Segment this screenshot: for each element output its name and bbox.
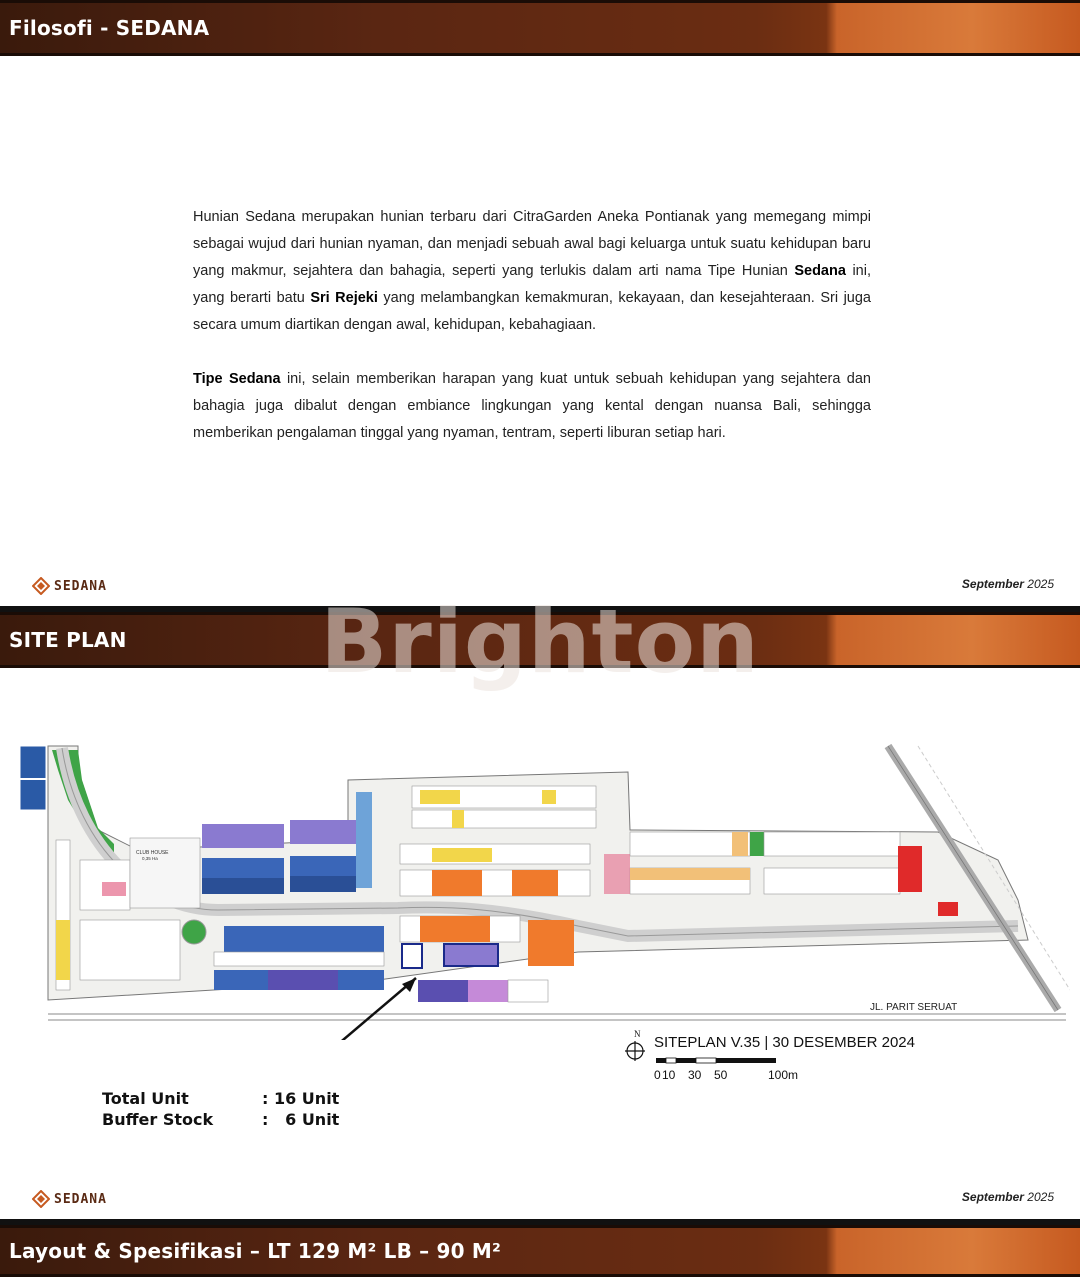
philosophy-paragraph-2: Tipe Sedana ini, selain memberikan harapan yang kuat untuk sebuah kehidupan yang sejahtera dan bahagia juga dibalut dengan embiance lingkungan yang kental dengan nuansa Bali, sehingga memberikan pengalaman tinggal yang nyaman, tentram, seperti liburan setiap hari. [193,371,872,441]
page-title: Layout & Spesifikasi – LT 129 M² LB – 90 M² [9,1239,501,1263]
scale-label-10: 10 [662,1068,676,1082]
road-label: JL. PARIT SERUAT [870,1002,958,1013]
page-title: SITE PLAN [9,628,127,652]
scale-label-50: 50 [714,1068,728,1082]
page-title: Filosofi - SEDANA [9,16,210,40]
sedana-logo [32,1190,107,1208]
document-date: September 2025 [961,577,1054,591]
scale-label-100: 100m [768,1068,799,1082]
site-plan-map [18,740,1070,1040]
scale-label-0: 0 [654,1068,661,1082]
page-header-banner [0,612,1080,668]
total-unit-value: : 16 Unit [262,1089,340,1108]
page-header-banner [0,1225,1080,1277]
watermark: Brighton [320,590,760,693]
scale-bar [656,1056,816,1066]
north-label: N [634,1029,641,1039]
philosophy-text [193,204,871,474]
sedana-logo [32,577,107,595]
total-unit-label: Total Unit [102,1089,189,1108]
club-house-label: CLUB HOUSE [136,850,169,856]
philosophy-paragraph-1: Hunian Sedana merupakan hunian terbaru dari CitraGarden Aneka Pontianak yang memegang mimpi sebagai wujud dari hunian nyaman, dan menjadi sebuah awal bagi keluarga untuk suatu kehidupan baru yang makmur, sejahtera dan bahagia, seperti yang terlukis dalam arti nama Tipe Hunian Sedana ini, yang berarti batu Sri Rejeki yang melambangkan kemakmuran, kekayaan, dan kesejahteraan. Sri juga secara umum diartikan dengan awal, kehidupan, kebahagiaan. [193,209,871,333]
buffer-stock-value: : 6 Unit [262,1110,340,1129]
buffer-stock-label: Buffer Stock [102,1110,214,1129]
scale-label-30: 30 [688,1068,702,1082]
north-arrow-icon [624,1040,646,1062]
document-date: September 2025 [961,1190,1054,1204]
sedana-logo-icon [32,577,50,595]
sedana-logo-icon [32,1190,50,1208]
logo-text: SEDANA [54,1191,107,1207]
club-house-area: 0,35 Ha [142,856,158,861]
logo-text: SEDANA [54,578,107,594]
page-header-banner [0,0,1080,56]
siteplan-caption: SITEPLAN V.35 | 30 DESEMBER 2024 [654,1034,915,1051]
